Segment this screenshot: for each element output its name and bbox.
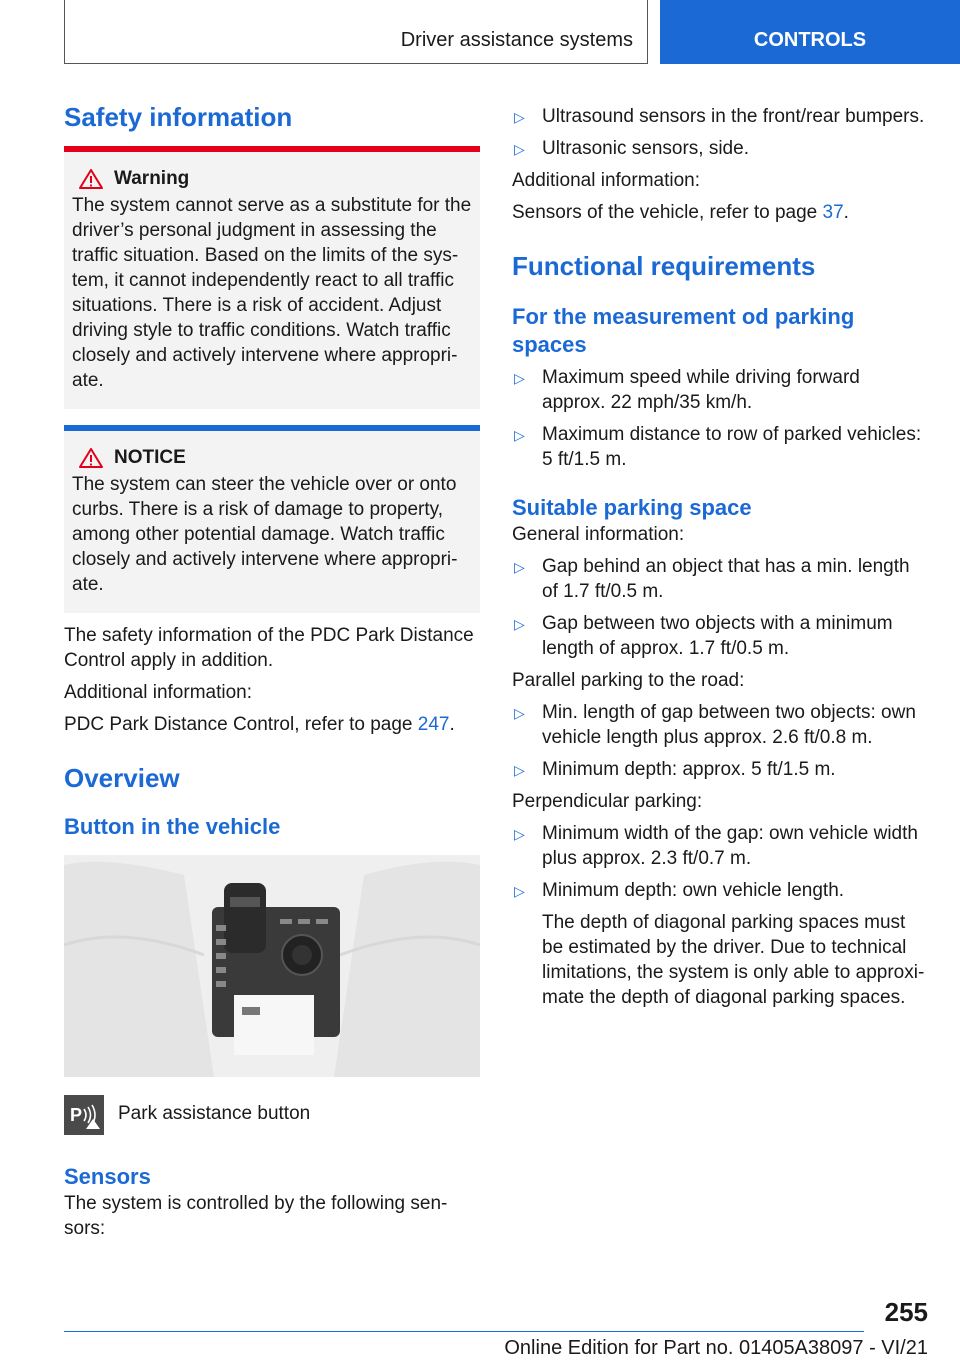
bullet-triangle-icon: ▷ [514, 370, 525, 386]
overview-heading: Overview [64, 763, 180, 793]
measurement-list [512, 365, 928, 472]
bullet-triangle-icon: ▷ [514, 883, 525, 899]
button-in-vehicle-heading: Button in the vehicle [64, 814, 281, 839]
console-photo [64, 855, 480, 1077]
list-item [512, 757, 928, 782]
pdc-reference [64, 712, 480, 737]
list-item-text: Minimum depth: own vehicle length. [542, 880, 845, 901]
bullet-triangle-icon: ▷ [514, 762, 525, 778]
svg-text:P: P [70, 1105, 83, 1125]
parallel-list [512, 700, 928, 782]
perpendicular-parking-label: Perpendicular parking: [512, 791, 703, 812]
safety-information-heading: Safety information [64, 102, 293, 132]
bullet-triangle-icon: ▷ [514, 109, 525, 125]
warning-box [64, 146, 480, 409]
notice-title: NOTICE [114, 447, 186, 468]
list-item-text: Ultrasonic sensors, side. [542, 138, 749, 159]
functional-requirements-heading: Functional requirements [512, 251, 816, 281]
park-assist-label: Park assistance button [118, 1103, 311, 1124]
warning-text: The system cannot serve as a substitute for the driver’s personal judgment in assessing the traffic situation. Based on the limits of the sys-tem, it cannot independently react to all traffic situations. There is a risk of accident. Adjust driving style to traffic conditions. Watch traffic closely and actively intervene where appropri-ate. [72, 195, 472, 391]
perpendicular-list [512, 821, 928, 903]
bullet-triangle-icon: ▷ [514, 826, 525, 842]
notice-box [64, 425, 480, 613]
notice-text: The system can steer the vehicle over or onto curbs. There is a risk of damage to property, among other potential damage. Watch traffic closely and actively intervene where appropri-ate. [72, 474, 458, 595]
warning-title-row [78, 166, 472, 191]
list-item-text: Min. length of gap between two objects: own vehicle length plus approx. 2.6 ft/0.8 m. [542, 702, 916, 748]
header-chapter-tab[interactable]: CONTROLS [660, 0, 960, 64]
footer-edition: Online Edition for Part no. 01405A38097 - VI/21 [504, 1337, 928, 1359]
warning-triangle-icon [78, 168, 104, 190]
center-console-illustration [64, 855, 480, 1077]
sensor-list [512, 104, 928, 161]
list-item [512, 878, 928, 903]
notice-triangle-icon [78, 447, 104, 469]
bullet-triangle-icon: ▷ [514, 141, 525, 157]
list-item-text: Minimum width of the gap: own vehicle width plus approx. 2.3 ft/0.7 m. [542, 823, 918, 869]
bullet-triangle-icon: ▷ [514, 559, 525, 575]
left-column [64, 100, 480, 1241]
list-item-text: Minimum depth: approx. 5 ft/1.5 m. [542, 759, 836, 780]
suitable-parking-heading: Suitable parking space [512, 495, 752, 520]
measurement-heading: For the measurement od parking spaces [512, 304, 855, 357]
right-column [512, 104, 928, 1010]
sensors-reference-period: . [843, 202, 849, 223]
page-number: 255 [884, 1297, 928, 1327]
park-assist-legend [64, 1095, 480, 1135]
footer-divider [64, 1331, 864, 1332]
bullet-triangle-icon: ▷ [514, 705, 525, 721]
list-item [512, 422, 928, 472]
park-assist-icon [64, 1095, 104, 1135]
list-item [512, 365, 928, 415]
list-item-text: Gap behind an object that has a min. length of 1.7 ft/0.5 m. [542, 556, 910, 602]
sensors-reference [512, 200, 928, 225]
diagonal-note: The depth of diagonal parking spaces must be estimated by the driver. Due to technical limitations, the system is only able to approxi-mate the depth of diagonal parking spaces. [542, 912, 925, 1008]
list-item [512, 554, 928, 604]
list-item-text: Maximum speed while driving forward approx. 22 mph/35 km/h. [542, 367, 860, 413]
pdc-reference-text: PDC Park Distance Control, refer to page [64, 714, 418, 735]
list-item-text: Maximum distance to row of parked vehicles: 5 ft/1.5 m. [542, 424, 922, 470]
sensors-text: The system is controlled by the following sen-sors: [64, 1193, 448, 1239]
general-list [512, 554, 928, 661]
pdc-reference-period: . [449, 714, 455, 735]
additional-info-label: Additional information: [512, 170, 700, 191]
page-link-247[interactable]: 247 [417, 714, 450, 735]
list-item [512, 700, 928, 750]
header-section-title: Driver assistance systems [400, 29, 633, 51]
parallel-parking-label: Parallel parking to the road: [512, 670, 745, 691]
general-info-label: General information: [512, 524, 685, 545]
sensors-heading: Sensors [64, 1164, 151, 1189]
page-link-37[interactable]: 37 [822, 202, 844, 223]
notice-title-row [78, 445, 472, 470]
pdc-safety-text: The safety information of the PDC Park Distance Control apply in addition. [64, 625, 474, 671]
sensors-reference-text: Sensors of the vehicle, refer to page [512, 202, 823, 223]
list-item [512, 136, 928, 161]
additional-info-label: Additional information: [64, 682, 252, 703]
list-item [512, 611, 928, 661]
bullet-triangle-icon: ▷ [514, 427, 525, 443]
header-section-box [64, 0, 648, 64]
list-item-text: Gap between two objects with a minimum length of approx. 1.7 ft/0.5 m. [542, 613, 893, 659]
list-item [512, 821, 928, 871]
warning-title: Warning [114, 168, 190, 189]
bullet-triangle-icon: ▷ [514, 616, 525, 632]
list-item [512, 104, 928, 129]
list-item-text: Ultrasound sensors in the front/rear bumpers. [542, 106, 925, 127]
